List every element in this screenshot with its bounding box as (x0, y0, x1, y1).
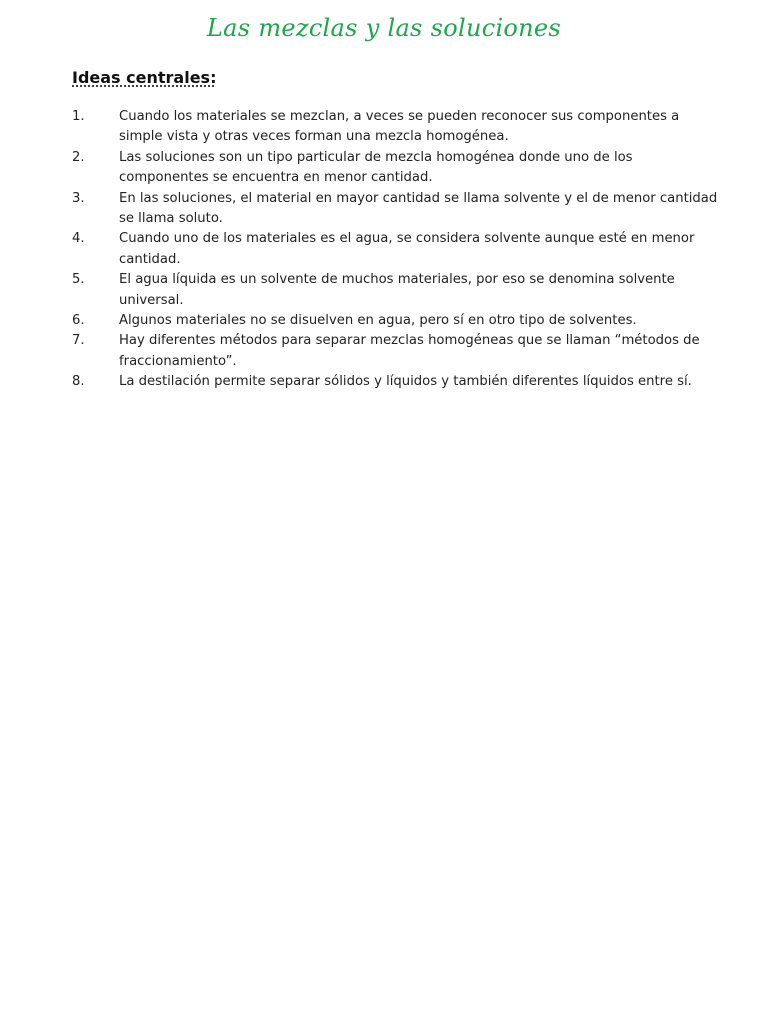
list-item (72, 331, 722, 372)
list-item-number: 8. (72, 374, 85, 390)
section-heading: Ideas centrales: (72, 68, 217, 87)
list-item (72, 229, 722, 270)
list-item-number: 2. (72, 149, 85, 165)
list-item (72, 372, 722, 392)
list-item-text: Algunos materiales no se disuelven en agua, pero sí en otro tipo de solventes. (119, 313, 637, 329)
list-item (72, 148, 722, 189)
list-item-number: 7. (72, 333, 85, 349)
list-item-number: 5. (72, 272, 85, 288)
list-item (72, 270, 722, 311)
list-item-text: En las soluciones, el material en mayor cantidad se llama solvente y el de menor cantidad se llama soluto. (119, 190, 718, 227)
list-item (72, 107, 722, 148)
document-title: Las mezclas y las soluciones (206, 14, 562, 42)
ideas-list (72, 107, 722, 393)
list-item-number: 6. (72, 313, 85, 329)
list-item (72, 311, 722, 331)
list-item-number: 3. (72, 190, 85, 206)
list-item-number: 1. (72, 109, 85, 124)
list-item-text: Cuando uno de los materiales es el agua, se considera solvente aunque esté en menor cantidad. (119, 231, 695, 267)
list-item (72, 189, 722, 230)
list-item-text: El agua líquida es un solvente de muchos materiales, por eso se denomina solvente universal. (119, 272, 675, 308)
list-item-text: Cuando los materiales se mezclan, a veces se pueden reconocer sus componentes a simple vista y otras veces forman una mezcla homogénea. (119, 109, 680, 145)
list-item-text: La destilación permite separar sólidos y líquidos y también diferentes líquidos entre sí. (119, 374, 692, 390)
list-item-text: Hay diferentes métodos para separar mezclas homogéneas que se llaman “métodos de fraccionamiento”. (119, 333, 700, 369)
list-item-text: Las soluciones son un tipo particular de mezcla homogénea donde uno de los componentes se encuentra en menor cantidad. (119, 149, 633, 186)
list-item-number: 4. (72, 231, 85, 247)
